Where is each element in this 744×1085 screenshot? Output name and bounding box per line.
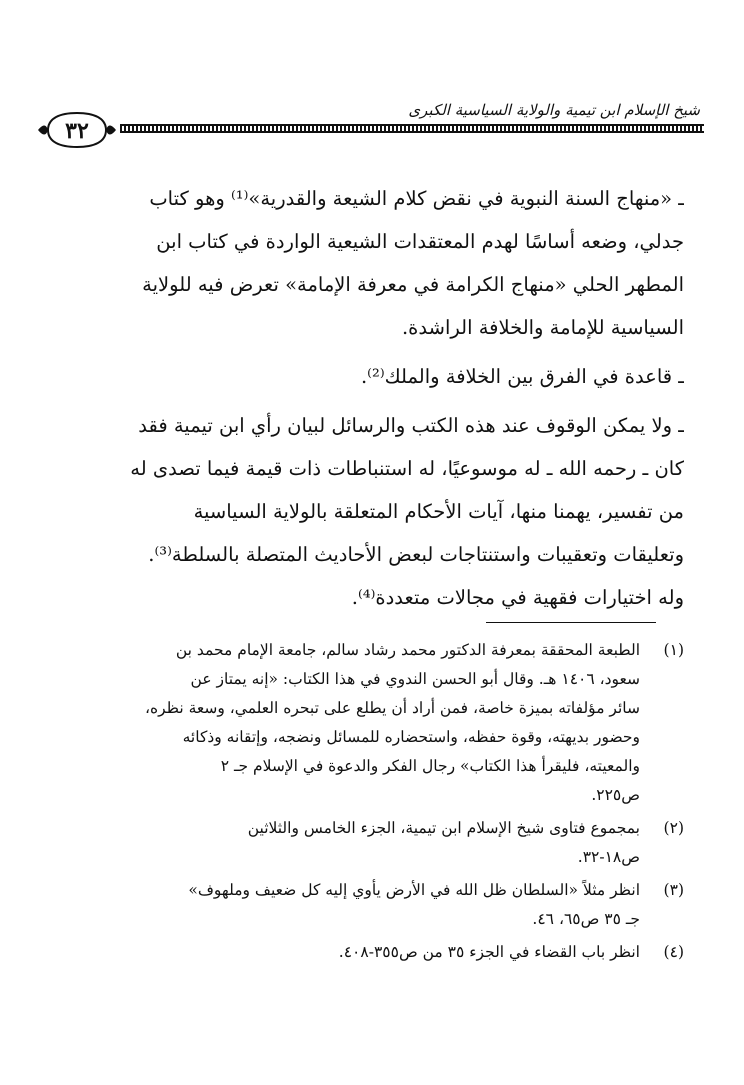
footnote-number: (٣) [663,881,684,899]
footnote-line: بمجموع فتاوى شيخ الإسلام ابن تيمية، الجزء الخامس والثلاثين [247,819,640,837]
footnote-1 [44,636,684,810]
text-line: السياسية للإمامة والخلافة الراشدة. [401,316,684,339]
footnote-number: (٢) [663,819,684,837]
page-number-badge [34,110,120,150]
footnote-line: ص١٨-٣٢. [577,848,640,866]
text-line: جدلي، وضعه أساسًا لهدم المعتقدات الشيعية الواردة في كتاب ابن [156,230,684,253]
footnote-2 [44,814,684,872]
footnote-separator [486,622,656,623]
footnote-line: انظر باب القضاء في الجزء ٣٥ من ص٣٥٥-٤٠٨. [338,943,640,961]
text-line: من تفسير، يهمنا منها، آيات الأحكام المتعلقة بالولاية السياسية [193,500,684,523]
footnote-line: وحضور بديهته، وقوة حفظه، واستحضاره للمسائل ونضجه، وإتقانه وذكائه [182,728,640,746]
paragraph-qaida [44,355,684,398]
text-line: وله اختيارات فقهية في مجالات متعددة⁽⁴⁾. [351,586,684,609]
footnotes [44,636,684,971]
text-line: ـ قاعدة في الفرق بين الخلافة والملك⁽²⁾. [360,365,684,388]
text-line: كان ـ رحمه الله ـ له موسوعيًا، له استنباطات ذات قيمة فيما تصدى له [130,457,684,480]
text-line: ـ ولا يمكن الوقوف عند هذه الكتب والرسائل لبيان رأي ابن تيمية فقد [138,414,684,437]
paragraph-minhaj-al-sunnah [44,177,684,349]
footnote-line: الطبعة المحققة بمعرفة الدكتور محمد رشاد سالم، جامعة الإمام محمد بن [175,641,640,659]
text-line: وتعليقات وتعقيبات واستنتاجات لبعض الأحاديث المتصلة بالسلطة⁽³⁾. [148,543,684,566]
footnote-line: انظر مثلاً «السلطان ظل الله في الأرض يأوي إليه كل ضعيف وملهوف» [188,881,640,899]
footnote-line: والمعيته، فليقرأ هذا الكتاب» رجال الفكر والدعوة في الإسلام جـ ٢ [220,757,640,775]
text-line: المطهر الحلي «منهاج الكرامة في معرفة الإمامة» تعرض فيه للولاية [142,273,684,296]
page-number: ٣٢ [65,118,89,144]
paragraph-ibn-taymiyyah-views [44,404,684,619]
body-text [44,177,684,625]
footnote-4 [44,938,684,967]
footnote-line: سائر مؤلفاته بميزة خاصة، فمن أراد أن يطلع على تبحره العلمي، وسعة نظره، [144,699,640,717]
footnote-number: (٤) [663,943,684,961]
running-title: شيخ الإسلام ابن تيمية والولاية السياسية الكبرى [408,101,700,119]
footnote-number: (١) [663,641,684,659]
footnote-line: جـ ٣٥ ص٦٥، ٤٦. [532,910,640,928]
text-line: ـ «منهاج السنة النبوية في نقض كلام الشيعة والقدرية»⁽¹⁾ وهو كتاب [149,187,684,210]
footnote-3 [44,876,684,934]
footnote-line: سعود، ١٤٠٦ هـ. وقال أبو الحسن الندوي في هذا الكتاب: «إنه يمتاز عن [190,670,640,688]
header-ornamental-rule [88,124,704,133]
footnote-line: ص٢٢٥. [591,786,640,804]
